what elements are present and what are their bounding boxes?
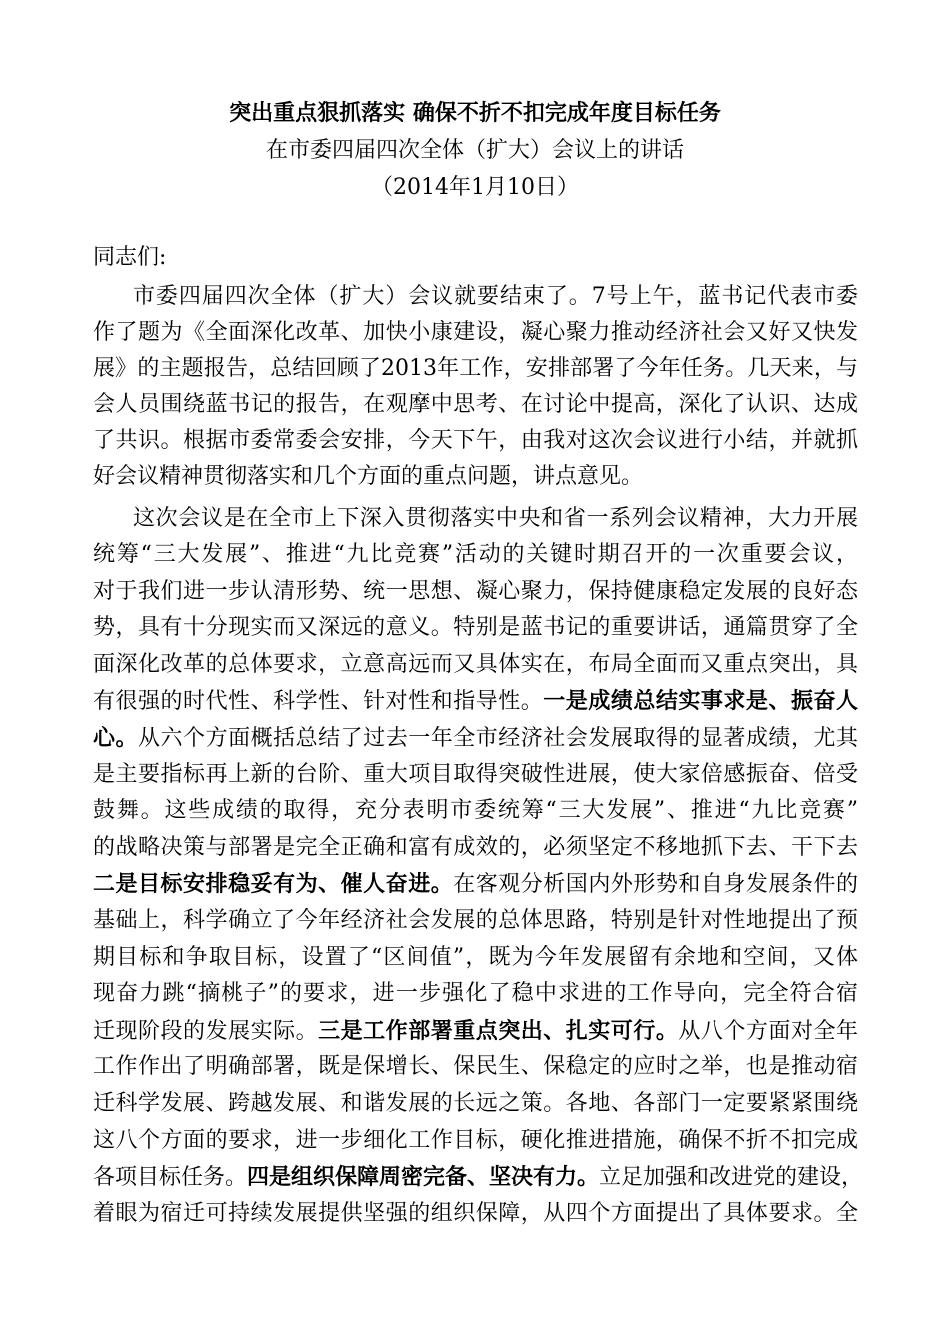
text-segment: 在客观分析国内外形势和自身发展条件的: [453, 872, 858, 898]
text-line: [93, 940, 858, 977]
text-line: [93, 387, 858, 423]
text-segment: 是主要指标再上新的台阶、重大项目取得突破性进展，使大家倍感振奋、倍受: [93, 761, 858, 787]
salutation: 同志们:: [93, 245, 167, 270]
text-segment: 立足加强和改进党的建设，: [599, 1165, 864, 1191]
text-segment: 基础上，科学确立了今年经济社会发展的总体思路，特别是针对性地提出了预: [93, 908, 858, 934]
text-segment: 好会议精神贯彻落实和几个方面的重点问题，讲点意见。: [93, 463, 644, 489]
bold-phrase: 三是工作部署重点突出、扎实可行。: [318, 1017, 679, 1044]
body-paragraph: [93, 279, 858, 495]
text-segment: 各项目标任务。: [93, 1165, 248, 1191]
text-segment: 迁科学发展、跨越发展、和谐发展的长远之策。各地、各部门一定要紧紧围绕: [93, 1091, 858, 1116]
text-line: [93, 647, 858, 684]
text-line: [93, 757, 858, 794]
text-segment: 从六个方面概括总结了过去一年全市经济社会发展取得的显著成绩，尤其: [138, 726, 858, 752]
bold-phrase: 四是组织保障周密完备、坚决有力。: [247, 1164, 600, 1191]
text-line: [93, 610, 858, 647]
text-line: [93, 1049, 858, 1086]
text-line: [93, 866, 858, 903]
text-segment: 鼓舞。这些成绩的取得，充分表明市委统筹“三大发展”、推进“九比竞赛”: [93, 798, 858, 824]
bold-phrase: 心。: [93, 725, 139, 752]
text-line: [93, 1013, 858, 1050]
text-segment: 势，具有十分现实而又深远的意义。特别是蓝书记的重要讲话，通篇贯穿了全: [93, 615, 858, 641]
text-segment: 会人员围绕蓝书记的报告，在观摩中思考、在讨论中提高，深化了认识、达成: [93, 391, 858, 417]
text-segment: 对于我们进一步认清形势、统一思想、凝心聚力，保持健康稳定发展的良好态: [93, 578, 858, 604]
text-line: [93, 1123, 858, 1160]
text-line: [93, 315, 858, 351]
body-paragraph: [93, 501, 864, 1233]
text-line: [93, 279, 858, 315]
text-segment: 有很强的时代性、科学性、针对性和指导性。: [93, 689, 544, 715]
text-segment: 工作作出了明确部署，既是保增长、保民生、保稳定的应时之举，也是推动宿: [93, 1054, 858, 1080]
document-date: （2014年1月10日）: [371, 175, 579, 200]
text-segment: 这次会议是在全市上下深入贯彻落实中央和省一系列会议精神，大力开展: [133, 505, 858, 531]
text-segment: 这八个方面的要求，进一步细化工作目标，硬化推进措施，确保不折不扣完成: [93, 1127, 858, 1153]
text-segment: 从八个方面对全年: [678, 1018, 858, 1044]
bold-phrase: 一是成绩总结实事求是、振奋人: [543, 688, 858, 715]
text-segment: 作了题为《全面深化改革、加快小康建设，凝心聚力推动经济社会又好又快发: [93, 319, 858, 345]
text-line: [93, 903, 858, 940]
text-segment: 期目标和争取目标，设置了“区间值”，既为今年发展留有余地和空间，又体: [93, 944, 858, 970]
text-line: [93, 351, 858, 387]
text-segment: 了共识。根据市委常委会安排，今天下午，由我对这次会议进行小结，并就抓: [93, 427, 858, 453]
text-line: [93, 1159, 864, 1196]
text-line: [93, 720, 858, 757]
text-segment: 着眼为宿迁可持续发展提供坚强的组织保障，从四个方面提出了具体要求。全: [93, 1200, 858, 1226]
text-line: [93, 1196, 858, 1233]
text-segment: 迁现阶段的发展实际。: [93, 1018, 319, 1044]
text-segment: 统筹“三大发展”、推进“九比竞赛”活动的关键时期召开的一次重要会议，: [93, 542, 858, 568]
text-line: [93, 501, 858, 538]
text-line: [93, 976, 858, 1013]
text-line: [93, 537, 858, 574]
text-segment: 展》的主题报告，总结回顾了2013年工作，安排部署了今年任务。几天来，与: [93, 355, 858, 381]
text-segment: 面深化改革的总体要求，立意高远而又具体实在，布局全面而又重点突出，具: [93, 651, 858, 677]
text-line: [93, 793, 858, 830]
text-segment: 市委四届四次全体（扩大）会议就要结束了。7号上午，蓝书记代表市委: [133, 283, 858, 309]
document-title: 突出重点狠抓落实 确保不折不扣完成年度目标任务: [229, 100, 721, 126]
text-line: [93, 830, 858, 867]
document-subtitle: 在市委四届四次全体（扩大）会议上的讲话: [265, 138, 684, 163]
text-line: [93, 1086, 858, 1123]
text-line: [93, 574, 858, 611]
text-line: [93, 423, 858, 459]
document-body: [93, 240, 864, 1232]
text-segment: 现奋力跳“摘桃子”的要求，进一步强化了稳中求进的工作导向，完全符合宿: [93, 981, 858, 1007]
text-line: [93, 459, 858, 495]
bold-phrase: 二是目标安排稳妥有为、催人奋进。: [93, 871, 454, 898]
document-header: [0, 95, 950, 206]
text-line: [93, 683, 858, 720]
text-segment: 的战略决策与部署是完全正确和富有成效的，必须坚定不移地抓下去、干下去: [93, 834, 858, 860]
